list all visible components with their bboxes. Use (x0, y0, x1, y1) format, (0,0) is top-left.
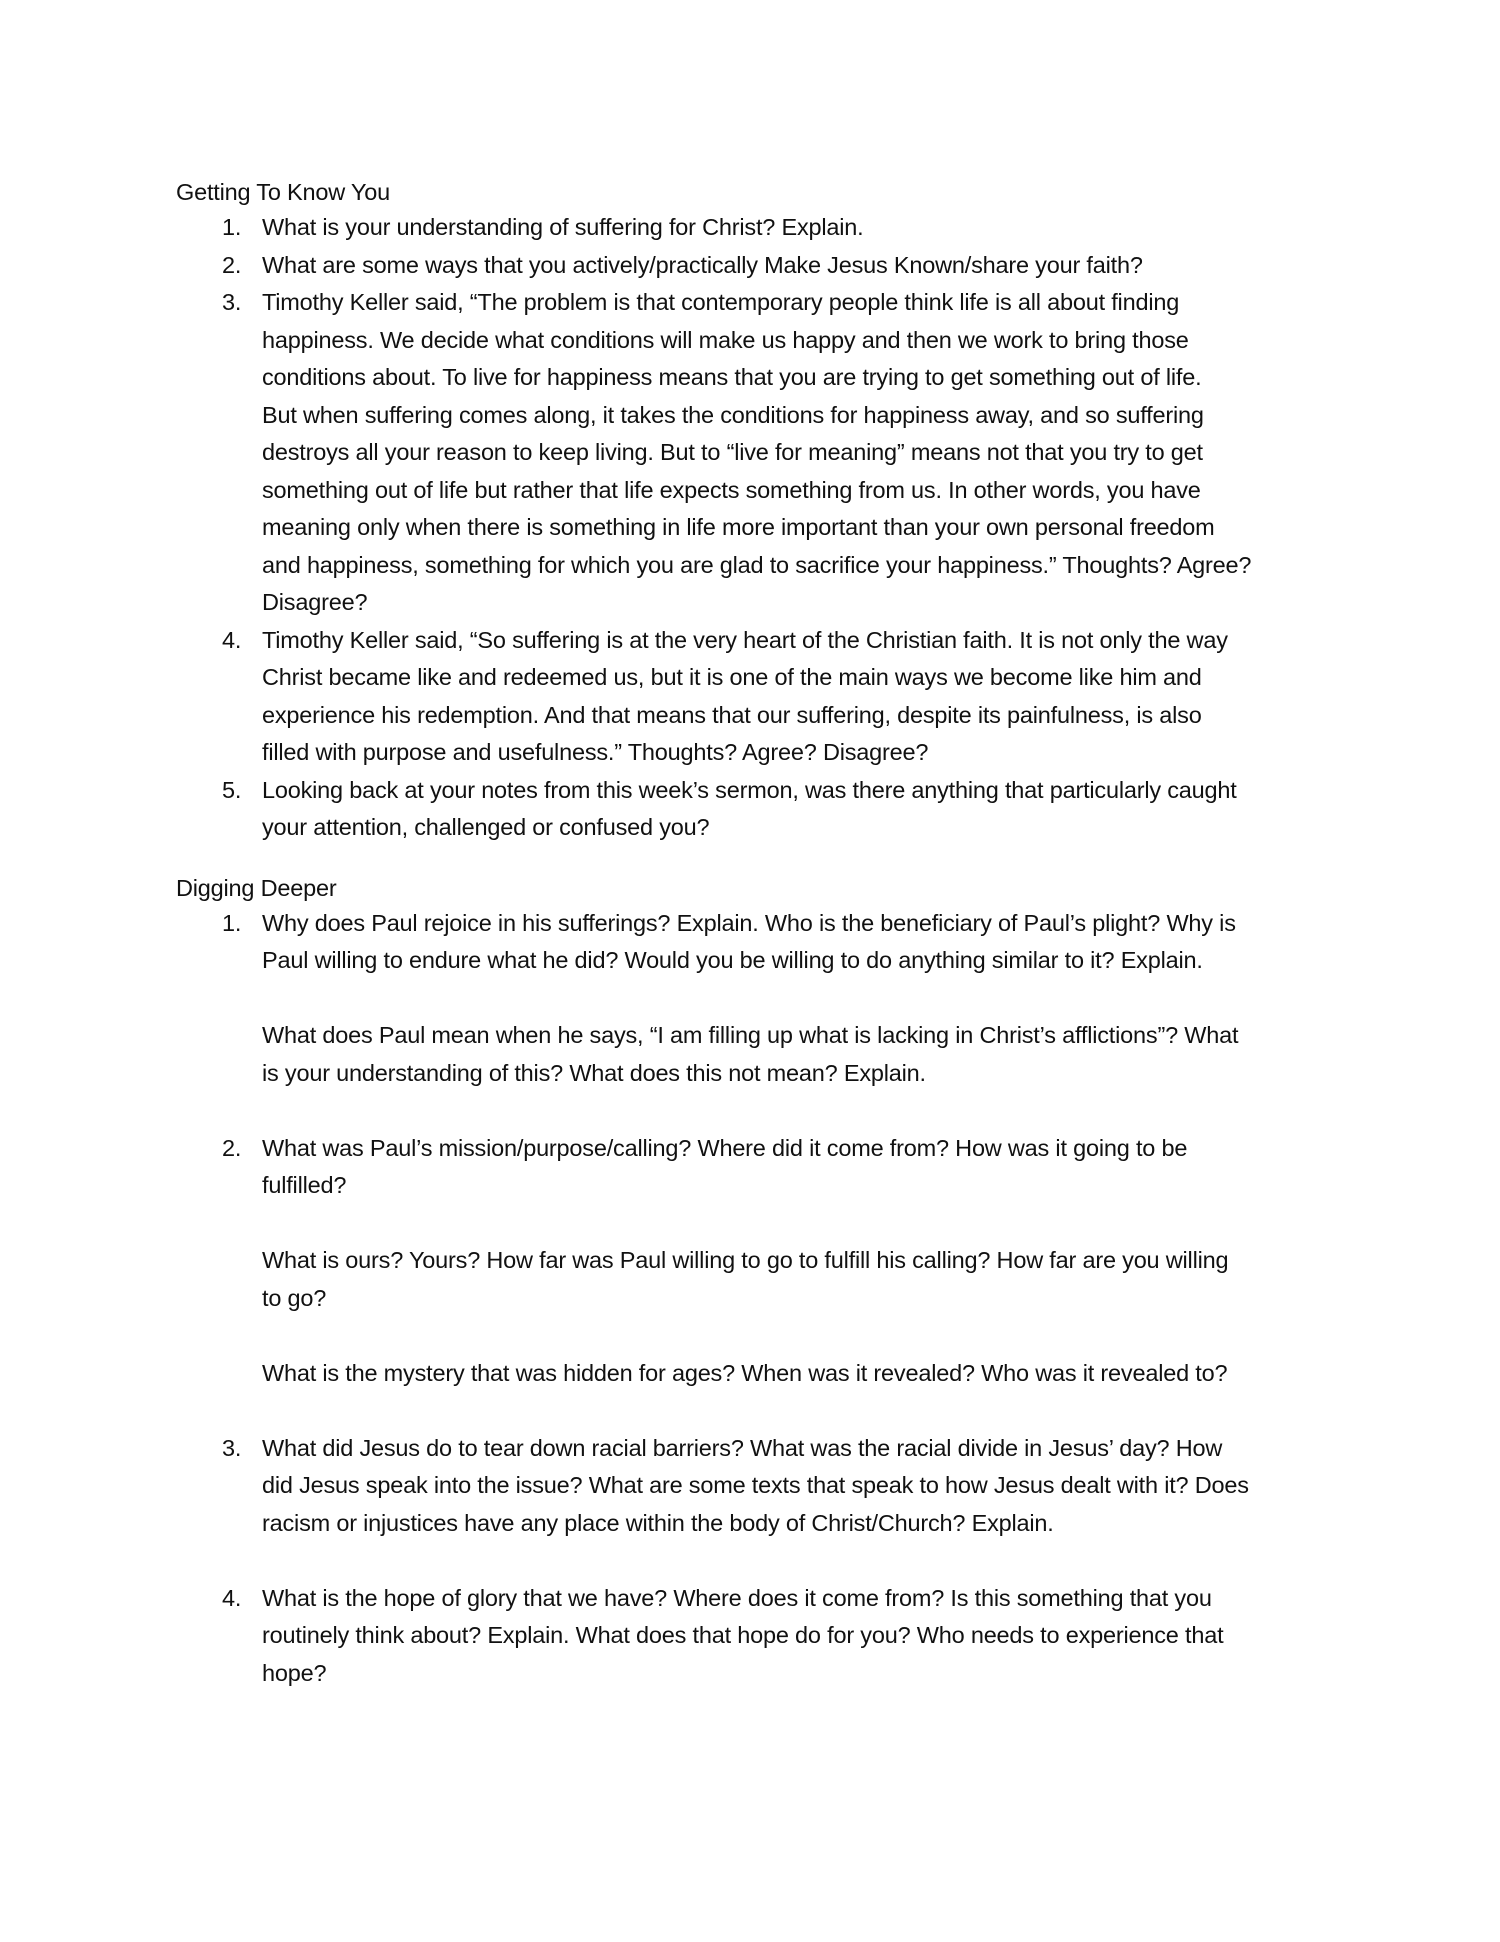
list-item (176, 1430, 1326, 1543)
text-line: fulfilled? (262, 1172, 347, 1198)
text-line: What are some ways that you actively/practically Make Jesus Known/share your faith? (262, 251, 1143, 278)
text-line: destroys all your reason to keep living. But to “live for meaning” means not that you try to get (262, 439, 1203, 465)
numbered-list (176, 209, 1326, 847)
list-item (176, 1580, 1326, 1693)
paragraph (262, 1242, 1326, 1317)
list-number: 3. (222, 1434, 242, 1461)
text-line: What does Paul mean when he says, “I am filling up what is lacking in Christ’s afflictions”? What (262, 1022, 1239, 1048)
paragraph (262, 772, 1326, 847)
list-number: 4. (222, 626, 242, 653)
text-line: routinely think about? Explain. What does that hope do for you? Who needs to experience that (262, 1622, 1224, 1648)
paragraph (262, 905, 1326, 980)
list-item (176, 284, 1326, 622)
section (176, 175, 1326, 847)
text-line: Disagree? (262, 589, 368, 615)
list-number: 5. (222, 776, 242, 803)
text-line: What is ours? Yours? How far was Paul willing to go to fulfill his calling? How far are you willing (262, 1247, 1229, 1273)
list-number: 1. (222, 909, 242, 936)
paragraph (262, 622, 1326, 772)
list-item (176, 247, 1326, 285)
paragraph (262, 1017, 1326, 1092)
text-line: Paul willing to endure what he did? Would you be willing to do anything similar to it? Explain. (262, 947, 1203, 973)
paragraph (262, 247, 1326, 285)
list-number: 4. (222, 1584, 242, 1611)
list-item (176, 1130, 1326, 1393)
text-line: hope? (262, 1659, 327, 1686)
list-number: 1. (222, 214, 242, 240)
text-line: Timothy Keller said, “So suffering is at the very heart of the Christian faith. It is not only the way (262, 626, 1228, 653)
text-line: What is the hope of glory that we have? Where does it come from? Is this something that you (262, 1584, 1212, 1611)
text-line: conditions about. To live for happiness means that you are trying to get something out of life. (262, 364, 1202, 390)
document-page (176, 175, 1326, 1692)
text-line: something out of life but rather that life expects something from us. In other words, you have (262, 476, 1201, 503)
section-heading: Digging Deeper (176, 874, 337, 901)
text-line: racism or injustices have any place within the body of Christ/Church? Explain. (262, 1509, 1054, 1536)
paragraph (262, 1430, 1326, 1543)
text-line: happiness. We decide what conditions will make us happy and then we work to bring those (262, 326, 1189, 353)
text-line: Christ became like and redeemed us, but it is one of the main ways we become like him and (262, 664, 1202, 690)
text-line: to go? (262, 1284, 327, 1311)
text-line: Why does Paul rejoice in his sufferings? Explain. Who is the beneficiary of Paul’s plight? Why is (262, 909, 1236, 936)
list-number: 2. (222, 1134, 242, 1161)
list-item (176, 905, 1326, 1093)
text-line: experience his redemption. And that means that our suffering, despite its painfulness, is also (262, 701, 1202, 728)
list-item (176, 209, 1326, 247)
text-line: What was Paul’s mission/purpose/calling? Where did it come from? How was it going to be (262, 1134, 1188, 1161)
paragraph (262, 209, 1326, 247)
text-line: is your understanding of this? What does this not mean? Explain. (262, 1059, 926, 1086)
text-line: meaning only when there is something in life more important than your own personal freedom (262, 514, 1215, 540)
paragraph (262, 1580, 1326, 1693)
paragraph (262, 284, 1326, 622)
paragraph (262, 1355, 1326, 1393)
list-number: 3. (222, 289, 242, 315)
text-line: But when suffering comes along, it takes the conditions for happiness away, and so suffering (262, 401, 1204, 428)
paragraph (262, 1130, 1326, 1205)
text-line: What did Jesus do to tear down racial barriers? What was the racial divide in Jesus’ day? How (262, 1434, 1223, 1461)
list-number: 2. (222, 251, 242, 278)
text-line: did Jesus speak into the issue? What are some texts that speak to how Jesus dealt with it? Does (262, 1472, 1249, 1498)
section-heading: Getting To Know You (176, 179, 390, 205)
text-line: Timothy Keller said, “The problem is that contemporary people think life is all about finding (262, 289, 1180, 315)
text-line: and happiness, something for which you are glad to sacrifice your happiness.” Thoughts? Agree? (262, 551, 1252, 578)
text-line: What is the mystery that was hidden for ages? When was it revealed? Who was it revealed to? (262, 1359, 1228, 1386)
list-item (176, 622, 1326, 772)
numbered-list (176, 905, 1326, 1693)
section (176, 871, 1326, 1693)
text-line: your attention, challenged or confused you? (262, 814, 710, 840)
text-line: filled with purpose and usefulness.” Thoughts? Agree? Disagree? (262, 739, 929, 765)
list-item (176, 772, 1326, 847)
text-line: What is your understanding of suffering for Christ? Explain. (262, 214, 864, 240)
text-line: Looking back at your notes from this week’s sermon, was there anything that particularly caught (262, 776, 1237, 803)
